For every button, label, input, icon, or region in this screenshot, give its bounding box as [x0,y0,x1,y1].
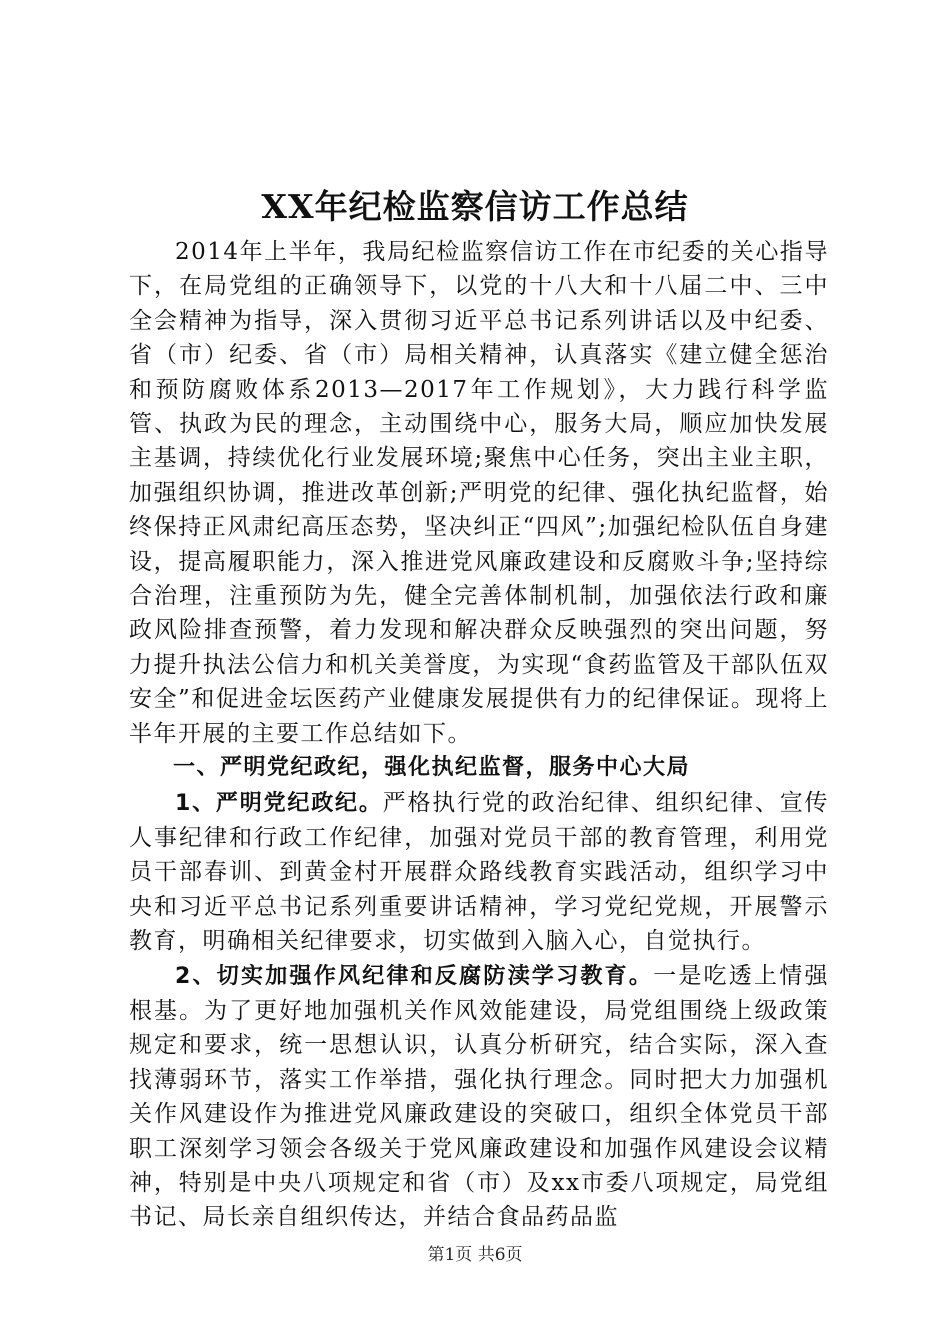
section-heading: 一、严明党纪政纪，强化执纪监督，服务中心大局 [173,755,691,781]
item-paragraph-2 [129,959,829,1235]
item-lead-1: 1、严明党纪政纪。 [175,790,383,816]
page-footer: 第1页 共6页 [427,1245,523,1265]
intro-paragraph: 2014年上半年，我局纪检监察信访工作在市纪委的关心指导下，在局党组的正确领导下，以党的十八大和十八届二中、三中全会精神为指导，深入贯彻习近平总书记系列讲话以及中纪委、省（市）纪委、省（市）局相关精神，认真落实《建立健全惩治和预防腐败体系2013—2017年工作规划》，大力践行科学监管、执政为民的理念，主动围绕中心，服务大局，顺应加快发展主基调，持续优化行业发展环境;聚焦中心任务，突出主业主职，加强组织协调，推进改革创新;严明党的纪律、强化执纪监督，始终保持正风肃纪高压态势，坚决纠正“四风”;加强纪检队伍自身建设，提高履职能力，深入推进党风廉政建设和反腐败斗争;坚持综合治理，注重预防为先，健全完善体制机制，加强依法行政和廉政风险排查预警，着力发现和解决群众反映强烈的突出问题，努力提升执法公信力和机关美誉度，为实现“食药监管及干部队伍双安全”和促进金坛医药产业健康发展提供有力的纪律保证。现将上半年开展的主要工作总结如下。 [129,239,829,747]
item-text-1: 严格执行党的政治纪律、组织纪律、宣传人事纪律和行政工作纪律，加强对党员干部的教育管理，利用党员干部春训、到黄金村开展群众路线教育实践活动，组织学习中央和习近平总书记系列重要讲话精神，学习党纪党规，开展警示教育，明确相关纪律要求，切实做到入脑入心，自觉执行。 [129,789,830,955]
item-text-2: 一是吃透上情强根基。为了更好地加强机关作风效能建设，局党组围绕上级政策规定和要求，统一思想认识，认真分析研究，结合实际，深入查找薄弱环节，落实工作举措，强化执行理念。同时把大力加强机关作风建设作为推进党风廉政建设的突破口，组织全体党员干部职工深刻学习领会各级关于党风廉政建设和加强作风建设会议精神，特别是中央八项规定和省（市）及xx市委八项规定，局党组书记、局长亲自组织传达，并结合食品药品监 [129,962,830,1231]
item-paragraph-1 [129,786,829,959]
item-lead-2: 2、切实加强作风纪律和反腐防渎学习教育。 [175,963,654,989]
document-title: XX年纪检监察信访工作总结 [261,187,689,226]
document-body [129,235,829,1235]
